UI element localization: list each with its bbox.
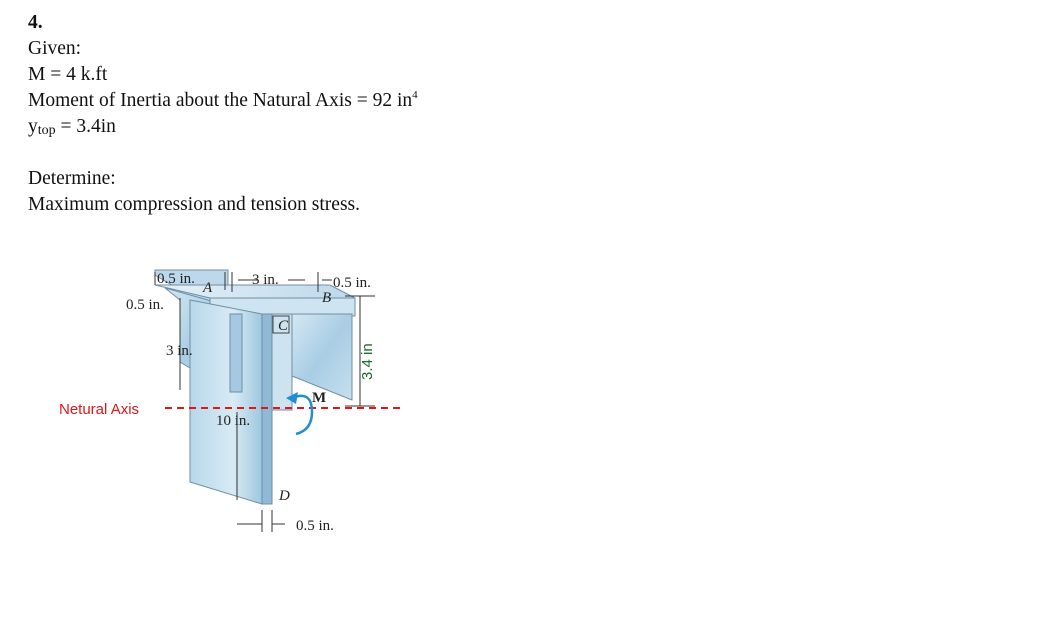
dim-top-left: 0.5 in. <box>157 271 195 287</box>
dim-bottom: 0.5 in. <box>296 518 334 534</box>
given-label: Given: <box>28 38 82 59</box>
neutral-axis-label: Netural Axis <box>59 401 140 418</box>
dim-flange-depth: 3 in. <box>166 343 193 359</box>
determine-label: Determine: <box>28 168 116 189</box>
problem-number: 4. <box>28 12 43 33</box>
left-flange-face <box>230 314 242 392</box>
point-c-label: C <box>278 318 289 334</box>
ytop-dimension-label: 3.4 in <box>359 343 376 380</box>
point-a-label: A <box>203 280 213 296</box>
determine-text: Maximum compression and tension stress. <box>28 194 361 215</box>
ytop-value: = 3.4in <box>55 116 116 137</box>
ytop-symbol: y <box>28 116 38 137</box>
moment-value: M = 4 k.ft <box>28 64 108 85</box>
inertia-text: Moment of Inertia about the Natural Axis = 92 in <box>28 90 413 111</box>
dim-top-right: 0.5 in. <box>333 275 371 291</box>
dim-web-depth: 10 in. <box>216 413 251 429</box>
point-d-label: D <box>279 488 290 504</box>
right-flange <box>292 314 352 400</box>
point-b-label: B <box>322 290 332 306</box>
moment-label: M <box>312 390 327 406</box>
dim-left: 0.5 in. <box>126 297 164 313</box>
inertia-exponent: 4 <box>412 89 418 101</box>
ytop-subscript: top <box>37 123 56 138</box>
dim-top-middle: 3 in. <box>252 272 279 288</box>
main-web <box>190 300 262 504</box>
